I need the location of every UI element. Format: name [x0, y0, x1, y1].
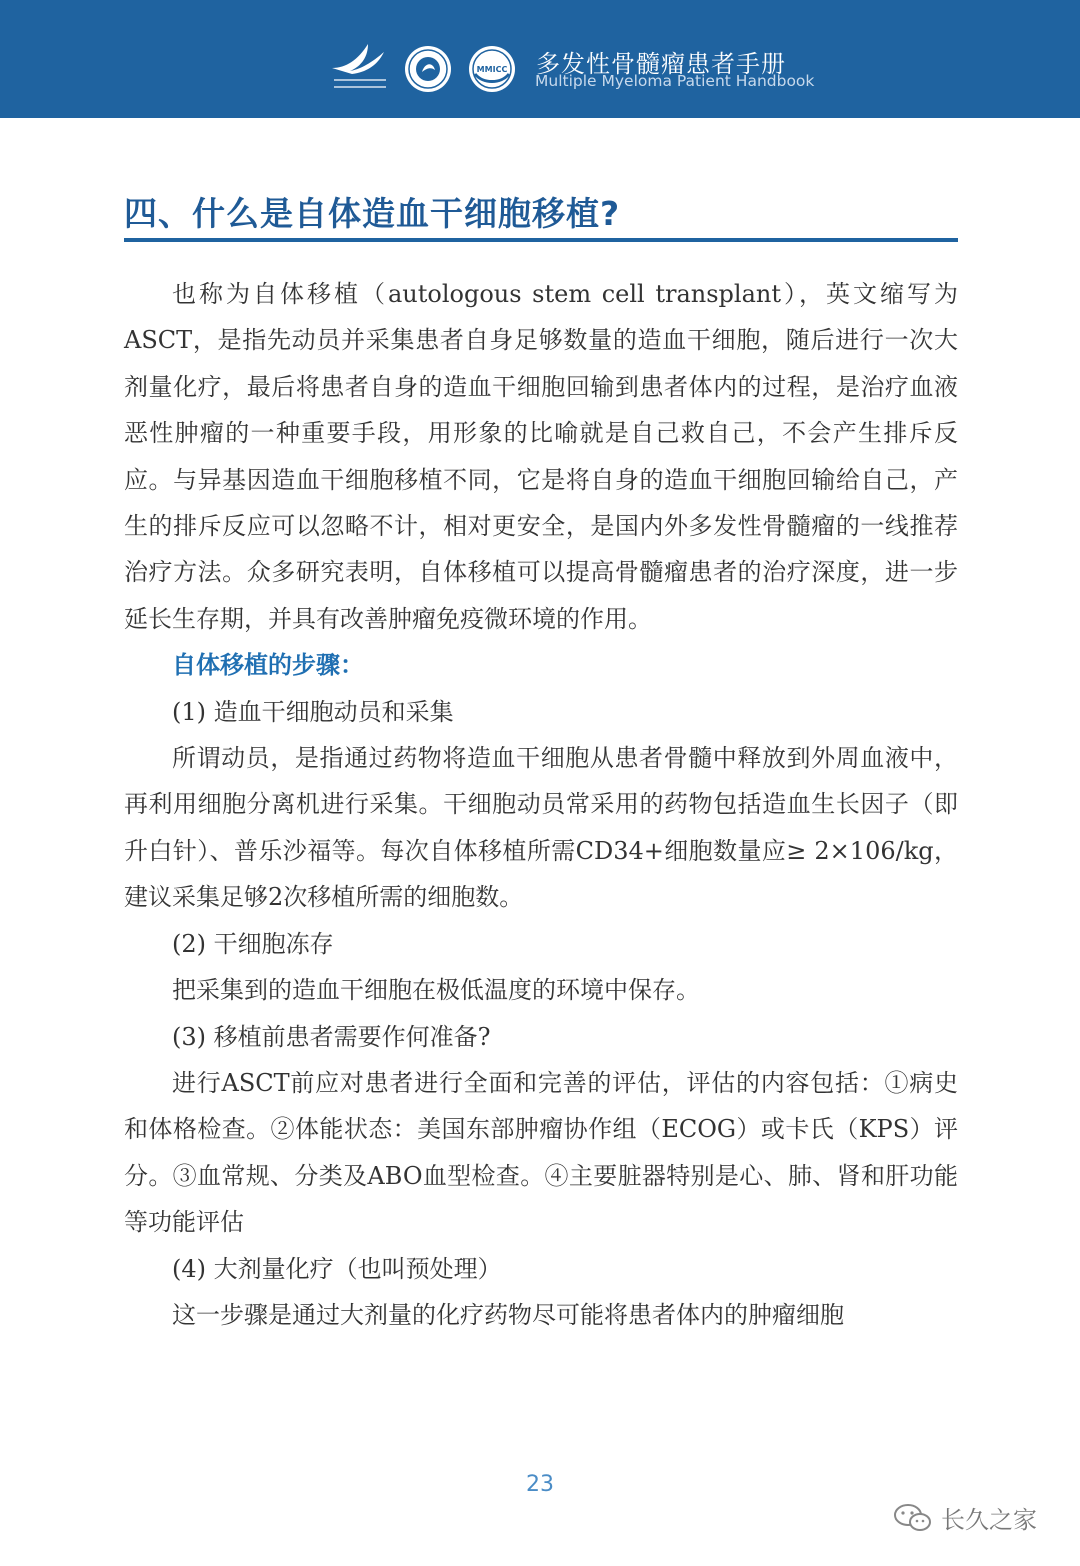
step3-title: (3) 移植前患者需要作何准备?: [172, 1022, 491, 1051]
step4-body: 这一步骤是通过大剂量的化疗药物尽可能将患者体内的肿瘤细胞: [172, 1300, 844, 1329]
watermark-text: 长久之家: [941, 1506, 1037, 1534]
intro-paragraph: 也称为自体移植（autologous stem cell transplant），英文缩写为ASCT，是指先动员并采集患者自身足够数量的造血干细胞，随后进行一次大剂量化疗，最后将患者自身的造血干细胞回输到患者体内的过程，是治疗血液恶性肿瘤的一种重要手段，用形象的比喻就是自己救自己，不会产生排斥反应。与异基因造血干细胞移植不同，它是将自身的造血干细胞回输给自己，产生的排斥反应可以忽略不计，相对更安全，是国内外多发性骨髓瘤的一线推荐治疗方法。众多研究表明，自体移植可以提高骨髓瘤患者的治疗深度，进一步延长生存期，并具有改善肿瘤免疫微环境的作用。: [124, 280, 958, 633]
page-header: [0, 0, 1080, 118]
wing-logo-icon: [328, 38, 392, 92]
step1-title: (1) 造血干细胞动员和采集: [172, 697, 454, 726]
step3-body: 进行ASCT前应对患者进行全面和完善的评估，评估的内容包括：①病史和体格检查。②体能状态：美国东部肿瘤协作组（ECOG）或卡氏（KPS）评分。③血常规、分类及ABO血型检查。④主要脏器特别是心、肺、肾和肝功能等功能评估: [124, 1068, 958, 1237]
handbook-title-en: Multiple Myeloma Patient Handbook: [535, 72, 815, 90]
page-number: 23: [526, 1472, 554, 1497]
heading-underline: [124, 238, 958, 242]
step1-body: 所谓动员，是指通过药物将造血干细胞从患者骨髓中释放到外周血液中，再利用细胞分离机进行采集。干细胞动员常采用的药物包括造血生长因子（即升白针）、普乐沙福等。每次自体移植所需CD34+细胞数量应≥ 2×106/kg，建议采集足够2次移植所需的细胞数。: [124, 744, 958, 912]
watermark: [893, 1500, 1037, 1535]
step2-title: (2) 干细胞冻存: [172, 929, 334, 958]
article-body: [124, 271, 958, 1338]
wechat-icon: [893, 1502, 933, 1534]
steps-heading: 自体移植的步骤：: [172, 651, 364, 680]
mmicc-badge-text: MMICC: [476, 65, 508, 74]
handbook-title-cn: 多发性骨髓瘤患者手册: [536, 50, 786, 78]
step4-title: (4) 大剂量化疗（也叫预处理）: [172, 1254, 502, 1283]
section-heading: 四、什么是自体造血干细胞移植?: [124, 194, 621, 233]
mmicc-seal-icon: [467, 44, 517, 94]
step2-body: 把采集到的造血干细胞在极低温度的环境中保存。: [172, 976, 700, 1005]
association-seal-icon: [403, 44, 453, 94]
